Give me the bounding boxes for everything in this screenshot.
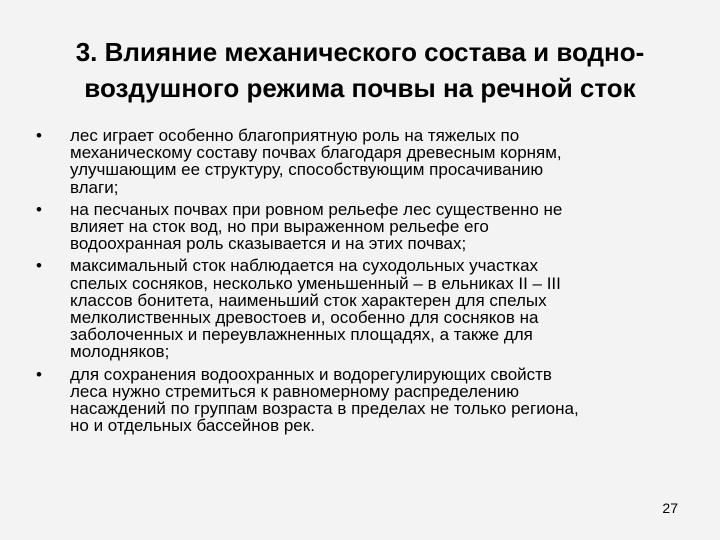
- bullet-text-line: лес играет особенно благоприятную роль на тяжелых по: [70, 126, 520, 145]
- bullet-text-line: мелколиственных древостоев и, особенно для сосняков на: [70, 308, 539, 328]
- bullet-item-sandy-soils: [36, 201, 696, 253]
- bullet-text-line: заболоченных и переувлажненных площадях, а также для: [70, 325, 533, 345]
- bullet-text-line: влаги;: [70, 177, 119, 197]
- bullet-text-line: механическому составу почвах благодаря древесным корням,: [70, 143, 562, 163]
- bullet-text-line: улучшающим ее структуру, способствующим просачиванию: [70, 160, 544, 180]
- bullet-item-water-protection: [36, 366, 696, 435]
- bullet-text-line: влияет на сток вод, но при выраженном рельефе его: [70, 217, 489, 237]
- bullet-text-line: максимальный сток наблюдается на суходольных участках: [70, 256, 539, 276]
- bullet-dot-icon: •: [36, 256, 42, 276]
- bullet-text-line: но и отдельных бассейнов рек.: [70, 416, 315, 436]
- slide-title-line-1: 3. Влияние механического состава и водно-: [75, 37, 645, 67]
- bullet-text-line: водоохранная роль сказывается и на этих почвах;: [70, 234, 467, 254]
- bullet-text-line: молодняков;: [70, 342, 170, 362]
- bullet-dot-icon: •: [36, 364, 42, 384]
- bullet-dot-icon: •: [36, 126, 42, 145]
- bullet-text-line: леса нужно стремиться к равномерному распределению: [70, 381, 519, 401]
- bullet-text-line: классов бонитета, наименьший сток характерен для спелых: [70, 290, 547, 310]
- bullet-list: [36, 127, 696, 439]
- bullet-item-forest-heavy-soils: [36, 127, 696, 196]
- bullet-dot-icon: •: [36, 199, 42, 219]
- bullet-text-line: спелых сосняков, несколько уменьшенный – в ельниках II – III: [70, 273, 561, 293]
- bullet-text-line: на песчаных почвах при ровном рельефе лес существенно не: [70, 199, 563, 219]
- bullet-item-maximum-runoff: [36, 257, 696, 360]
- slide-title: [30, 34, 690, 106]
- bullet-text-line: для сохранения водоохранных и водорегулирующих свойств: [70, 364, 552, 384]
- page-number: 27: [662, 500, 678, 516]
- slide-title-line-2: воздушного режима почвы на речной сток: [84, 73, 636, 103]
- bullet-text-line: насаждений по группам возраста в пределах не только региона,: [70, 399, 579, 419]
